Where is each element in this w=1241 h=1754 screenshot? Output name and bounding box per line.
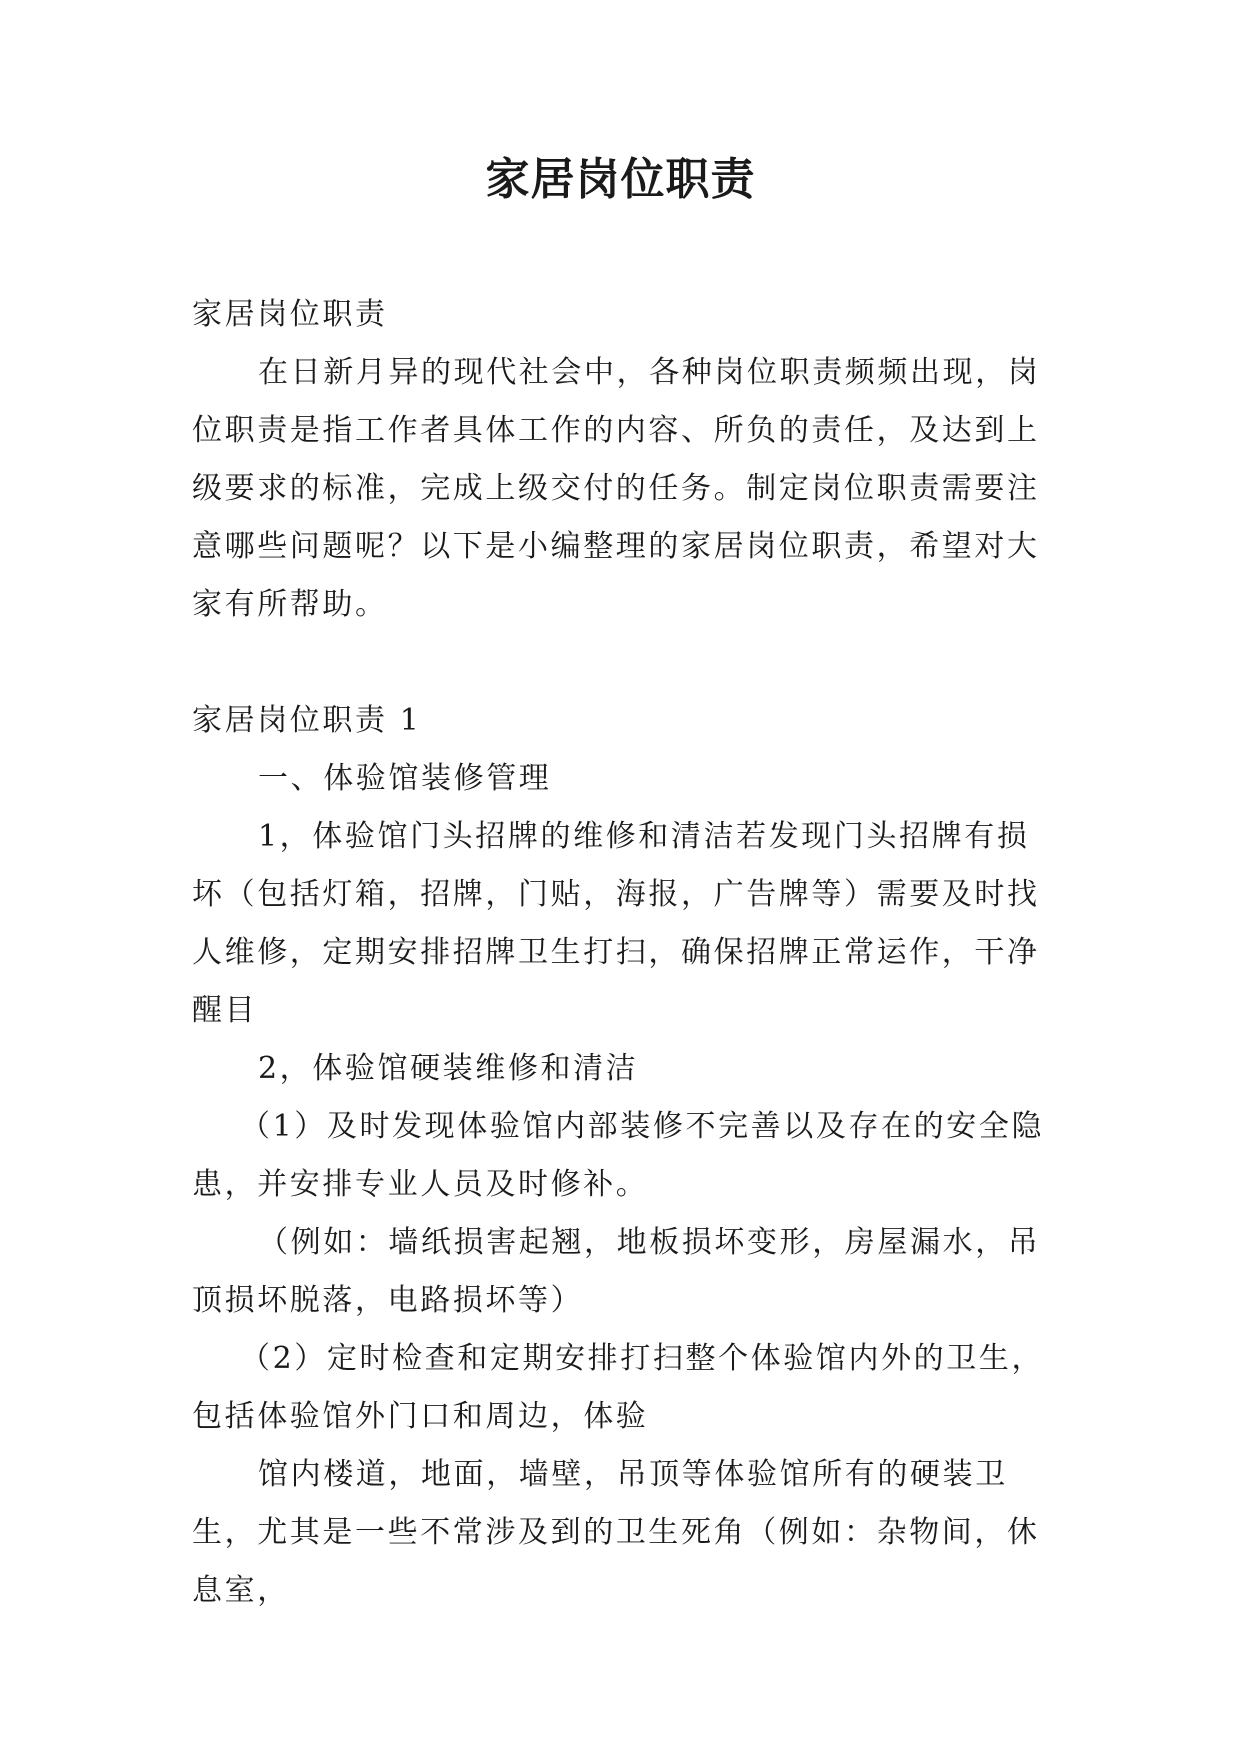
paragraph-continuation: 馆内楼道，地面，墙壁，吊顶等体验馆所有的硬装卫生，尤其是一些不常涉及到的卫生死角（例如：杂物间，休息室，: [192, 1457, 1040, 1608]
section-spacer: [192, 634, 1052, 692]
subsection-heading: 一、体验馆装修管理: [258, 761, 552, 796]
document-body: [192, 286, 1052, 1620]
section-heading: 家居岗位职责 1: [192, 703, 422, 738]
paragraph-example: （例如：墙纸损害起翘，地板损坏变形，房屋漏水，吊顶损坏脱落，电路损坏等）: [192, 1225, 1041, 1318]
document-title: 家居岗位职责: [485, 154, 756, 205]
paragraph-item-2-1: （1）及时发现体验馆内部装修不完善以及存在的安全隐患，并安排专业人员及时修补。: [192, 1109, 1045, 1202]
paragraph-item-2: 2，体验馆硬装维修和清洁: [258, 1051, 639, 1086]
intro-heading: 家居岗位职责: [192, 297, 388, 332]
intro-paragraph: 在日新月异的现代社会中，各种岗位职责频频出现，岗位职责是指工作者具体工作的内容、所负的责任，及达到上级要求的标准，完成上级交付的任务。制定岗位职责需要注意哪些问题呢？以下是小编整理的家居岗位职责，希望对大家有所帮助。: [192, 355, 1041, 622]
paragraph-item-2-2: （2）定时检查和定期安排打扫整个体验馆内外的卫生，包括体验馆外门口和周边，体验: [192, 1341, 1045, 1434]
paragraph-item-1: 1，体验馆门头招牌的维修和清洁若发现门头招牌有损坏（包括灯箱，招牌，门贴，海报，广告牌等）需要及时找人维修，定期安排招牌卫生打扫，确保招牌正常运作，干净醒目: [192, 819, 1040, 1028]
